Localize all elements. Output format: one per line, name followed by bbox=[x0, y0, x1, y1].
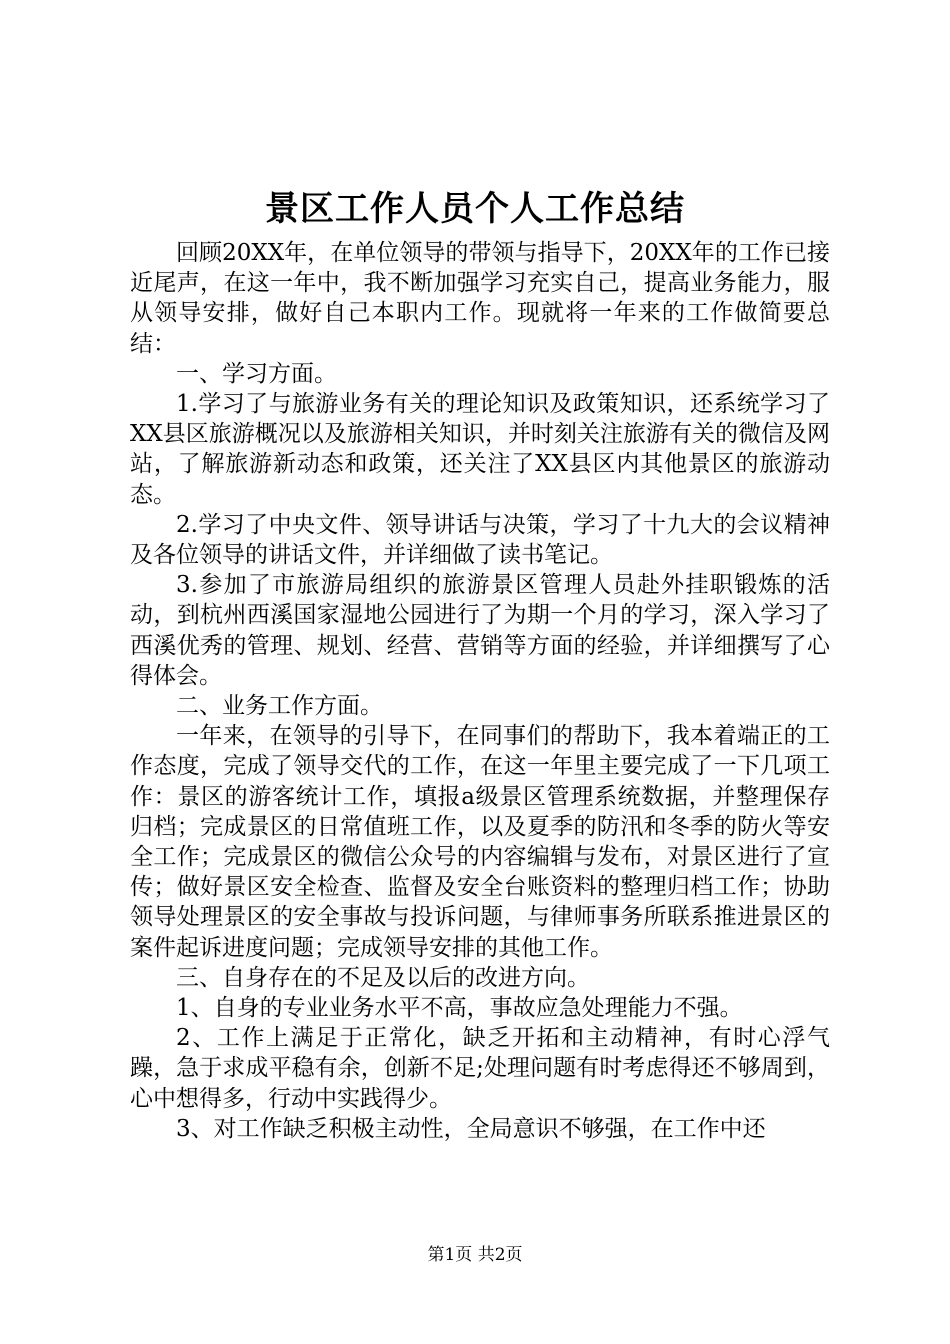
page-footer: 第1页 共2页 bbox=[427, 1245, 523, 1265]
paragraph-study-1: 1.学习了与旅游业务有关的理论知识及政策知识，还系统学习了XX县区旅游概况以及旅游相关知识，并时刻关注旅游有关的微信及网站，了解旅游新动态和政策，还关注了XX县区内其他景区的旅游动态。 bbox=[130, 391, 830, 508]
paragraph-business: 一年来，在领导的引导下，在同事们的帮助下，我本着端正的工作态度，完成了领导交代的工作，在这一年里主要完成了一下几项工作：景区的游客统计工作，填报a级景区管理系统数据，并整理保存归档；完成景区的日常值班工作，以及夏季的防汛和冬季的防火等安全工作；完成景区的微信公众号的内容编辑与发布，对景区进行了宣传；做好景区安全检查、监督及安全台账资料的整理归档工作；协助领导处理景区的安全事故与投诉问题，与律师事务所联系推进景区的案件起诉进度问题；完成领导安排的其他工作。 bbox=[130, 723, 830, 961]
paragraph-shortcoming-2: 2、工作上满足于正常化，缺乏开拓和主动精神，有时心浮气躁，急于求成平稳有余，创新不足;处理问题有时考虑得还不够周到，心中想得多，行动中实践得少。 bbox=[130, 1025, 830, 1112]
document-body bbox=[130, 238, 830, 1144]
paragraph-study-2: 2.学习了中央文件、领导讲话与决策，学习了十九大的会议精神及各位领导的讲话文件，并详细做了读书笔记。 bbox=[130, 511, 830, 569]
paragraph-study-3: 3.参加了市旅游局组织的旅游景区管理人员赴外挂职锻炼的活动，到杭州西溪国家湿地公园进行了为期一个月的学习，深入学习了西溪优秀的管理、规划、经营、营销等方面的经验，并详细撰写了心得体会。 bbox=[130, 572, 830, 689]
paragraph-shortcoming-3: 3、对工作缺乏积极主动性，全局意识不够强，在工作中还 bbox=[176, 1115, 766, 1142]
heading-shortcomings: 三、自身存在的不足及以后的改进方向。 bbox=[176, 964, 590, 991]
document-title: 景区工作人员个人工作总结 bbox=[265, 189, 685, 229]
heading-study: 一、学习方面。 bbox=[176, 360, 337, 387]
paragraph-shortcoming-1: 1、自身的专业业务水平不高，事故应急处理能力不强。 bbox=[176, 995, 743, 1022]
heading-business: 二、业务工作方面。 bbox=[176, 693, 383, 720]
paragraph-intro: 回顾20XX年，在单位领导的带领与指导下，20XX年的工作已接近尾声，在这一年中，我不断加强学习充实自己，提高业务能力，服从领导安排，做好自己本职内工作。现就将一年来的工作做简要总结： bbox=[130, 240, 830, 357]
